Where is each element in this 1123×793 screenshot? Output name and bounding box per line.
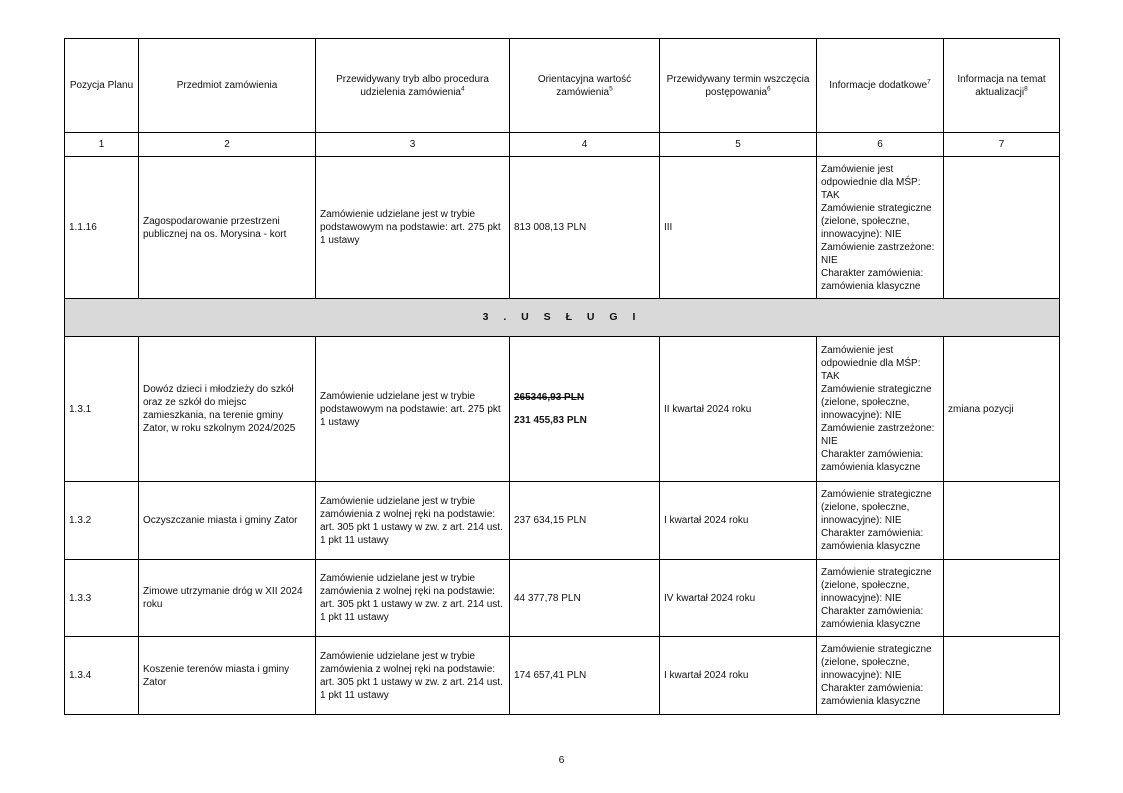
row-info: Zamówienie strategiczne (zielone, społeczne, innowacyjne): NIE Charakter zamówienia: zamówienia klasyczne	[817, 560, 944, 637]
row-value: 813 008,13 PLN	[510, 157, 660, 299]
row-info: Zamówienie jest odpowiednie dla MŚP: TAK Zamówienie strategiczne (zielone, społeczne, innowacyjne): NIE Zamówienie zastrzeżone: NIE Charakter zamówienia: zamówienia klasyczne	[817, 337, 944, 482]
section-title: 3 . U S Ł U G I	[65, 299, 1060, 337]
column-number: 6	[817, 133, 944, 157]
header-value: Orientacyjna wartość zamówienia$^5$	[510, 39, 660, 133]
header-position: Pozycja Planu	[65, 39, 139, 133]
row-position: 1.3.4	[65, 637, 139, 715]
row-value-cell	[510, 337, 660, 482]
row-info: Zamówienie strategiczne (zielone, społeczne, innowacyjne): NIE Charakter zamówienia: zamówienia klasyczne	[817, 637, 944, 715]
row-update	[944, 637, 1060, 715]
column-number: 5	[660, 133, 817, 157]
row-position: 1.3.2	[65, 482, 139, 560]
row-value-old: 265346,93 PLN	[514, 392, 585, 403]
column-number: 3	[316, 133, 510, 157]
row-value: 231 455,83 PLN	[514, 415, 587, 426]
column-number: 4	[510, 133, 660, 157]
row-mode: Zamówienie udzielane jest w trybie zamówienia z wolnej ręki na podstawie: art. 305 pkt 1 ustawy w zw. z art. 214 ust. 1 pkt 11 ustawy	[316, 482, 510, 560]
row-subject: Zagospodarowanie przestrzeni publicznej na os. Morysina - kort	[139, 157, 316, 299]
row-value: 44 377,78 PLN	[510, 560, 660, 637]
row-term: IV kwartał 2024 roku	[660, 560, 817, 637]
section-row	[65, 299, 1060, 337]
header-info: Informacje dodatkowe$^7$	[817, 39, 944, 133]
row-subject: Dowóz dzieci i młodzieży do szkół oraz ze szkół do miejsc zamieszkania, na terenie gminy Zator, w roku szkolnym 2024/2025	[139, 337, 316, 482]
row-position: 1.3.3	[65, 560, 139, 637]
row-position: 1.3.1	[65, 337, 139, 482]
row-term: II kwartał 2024 roku	[660, 337, 817, 482]
table-header-row	[65, 39, 1060, 133]
procurement-plan-table	[64, 38, 1060, 715]
column-number: 2	[139, 133, 316, 157]
table-row	[65, 637, 1060, 715]
row-update	[944, 157, 1060, 299]
row-subject: Oczyszczanie miasta i gminy Zator	[139, 482, 316, 560]
row-info: Zamówienie strategiczne (zielone, społeczne, innowacyjne): NIE Charakter zamówienia: zamówienia klasyczne	[817, 482, 944, 560]
row-position: 1.1.16	[65, 157, 139, 299]
row-info: Zamówienie jest odpowiednie dla MŚP: TAK Zamówienie strategiczne (zielone, społeczne, innowacyjne): NIE Zamówienie zastrzeżone: NIE Charakter zamówienia: zamówienia klasyczne	[817, 157, 944, 299]
row-subject: Zimowe utrzymanie dróg w XII 2024 roku	[139, 560, 316, 637]
table-row	[65, 157, 1060, 299]
header-subject: Przedmiot zamówienia	[139, 39, 316, 133]
row-subject: Koszenie terenów miasta i gminy Zator	[139, 637, 316, 715]
row-update: zmiana pozycji	[944, 337, 1060, 482]
row-mode: Zamówienie udzielane jest w trybie zamówienia z wolnej ręki na podstawie: art. 305 pkt 1 ustawy w zw. z art. 214 ust. 1 pkt 11 ustawy	[316, 637, 510, 715]
row-mode: Zamówienie udzielane jest w trybie podstawowym na podstawie: art. 275 pkt 1 ustawy	[316, 157, 510, 299]
row-mode: Zamówienie udzielane jest w trybie zamówienia z wolnej ręki na podstawie: art. 305 pkt 1 ustawy w zw. z art. 214 ust. 1 pkt 11 ustawy	[316, 560, 510, 637]
column-number-row	[65, 133, 1060, 157]
page-number: 6	[558, 754, 565, 766]
row-update	[944, 560, 1060, 637]
row-mode: Zamówienie udzielane jest w trybie podstawowym na podstawie: art. 275 pkt 1 ustawy	[316, 337, 510, 482]
header-term: Przewidywany termin wszczęcia postępowania$^6$	[660, 39, 817, 133]
row-value: 174 657,41 PLN	[510, 637, 660, 715]
row-term: I kwartał 2024 roku	[660, 482, 817, 560]
row-term: I kwartał 2024 roku	[660, 637, 817, 715]
header-mode: Przewidywany tryb albo procedura udzielenia zamówienia$^4$	[316, 39, 510, 133]
table-row	[65, 560, 1060, 637]
header-update: Informacja na temat aktualizacji$^8$	[944, 39, 1060, 133]
row-update	[944, 482, 1060, 560]
table-row	[65, 482, 1060, 560]
row-value: 237 634,15 PLN	[510, 482, 660, 560]
row-term: III	[660, 157, 817, 299]
column-number: 1	[65, 133, 139, 157]
column-number: 7	[944, 133, 1060, 157]
table-row	[65, 337, 1060, 482]
